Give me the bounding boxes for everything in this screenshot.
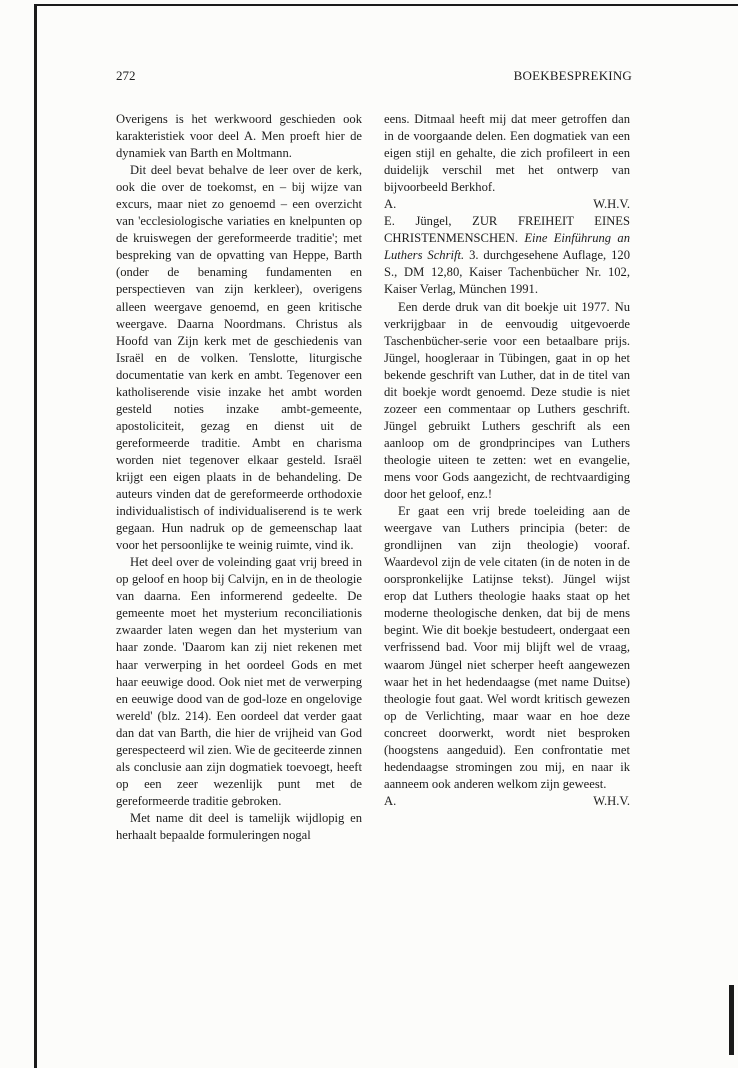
review-publication-details: 3. durchgesehene Auflage, 120 S., DM 12,80, Kaiser Tachenbücher Nr. 102, Kaiser Verlag, München 1991. <box>384 248 630 297</box>
paragraph-continuation: eens. Ditmaal heeft mij dat meer getroffen dan in de voorgaande delen. Een dogmatiek van een eigen stijl en gehalte, die zich profileert in een duidelijk verschil met het ontwerp van bijvoorbeeld Berkhof. <box>384 112 630 195</box>
review-heading <box>384 213 630 298</box>
running-head: BOEKBESPREKING <box>513 68 632 83</box>
signature-initial: A. <box>384 197 397 212</box>
left-column <box>116 111 362 844</box>
scan-edge-top <box>34 4 738 6</box>
review-signature <box>384 793 630 810</box>
review-author-title: E. Jüngel, ZUR FREIHEIT EINES CHRISTENMENSCHEN. <box>384 214 630 246</box>
page-number: 272 <box>116 68 136 83</box>
scan-edge-right <box>729 985 734 1055</box>
review-subtitle: Eine Einführung an Luthers Schrift. <box>384 231 631 263</box>
paragraph: Er gaat een vrij brede toeleiding aan de weergave van Luthers principia (beter: de grondlijnen van zijn theologie) vooraf. Waardevol zijn de vele citaten (in de noten in de oorspronkelijke Latijnse tekst). Jüngel wijst erop dat Luthers theologie haaks staat op het moderne theologische denken, dat bij de mens begint. Wie dit boekje bestudeert, ondergaat een verfrissend bad. Voor mij blijft wel de vraag, waarom Jüngel niet scherper heeft aangewezen waar het in het hedendaagse (met name Duitse) theologie fout gaat. Wel wordt kritisch gewezen op de Verlichting, maar waar en hoe deze concreet doorwerkt, wordt niet besproken (hoogstens aangeduid). Een confrontatie met hedendaagse stromingen zou mij, en naar ik aanneem ook anderen welkom zijn geweest. <box>384 504 630 791</box>
right-column <box>384 111 630 810</box>
paragraph: Overigens is het werkwoord geschieden ook karakteristiek voor deel A. Men proeft hier de dynamiek van Barth en Moltmann. <box>116 112 362 161</box>
signature-reviewer: W.H.V. <box>593 197 630 212</box>
paragraph: Dit deel bevat behalve de leer over de kerk, ook die over de toekomst, en – bij wijze van excurs, maar niet zo genoemd – een overzicht van 'ecclesiologische variaties en knelpunten op de kruiswegen der gereformeerde traditie'; met bespreking van de opvatting van Heppe, Barth (onder de benaming fundamenten en perspectieven van zijn kerkleer), overigens alleen weergave genoemd, en geen kritische weergave. Daarna Noordmans. Christus als Hoofd van Zijn kerk met de geschiedenis van Israël en de volken. Tenslotte, liturgische documentatie van kerk en ambt. Tegenover een katholiserende visie inzake het ambt worden gesteld noties inzake ambt-gemeente, apostoliciteit, gezag en dienst uit de gereformeerde traditie. Ambt en charisma worden niet tegenover elkaar gesteld. Israël krijgt een eigen plaats in de behandeling. De auteurs vinden dat de gereformeerde orthodoxie individualistisch of individualiserend is te werk gegaan. Hun nadruk op de gemeenschap laat voor het persoonlijke te weinig ruimte, vind ik. <box>116 163 362 553</box>
signature-initial: A. <box>384 793 397 808</box>
paragraph: Het deel over de voleinding gaat vrij breed in op geloof en hoop bij Calvijn, en in de theologie van daarna. Een informerend gedeelte. De gemeente moet het mysterium reconciliationis zwaarder laten wegen dan het mysterium van haar zonde. 'Daarom kan zij niet rekenen met haar verwerping in het oordeel Gods en met haar eeuwige dood. Ook niet met de verwerping en eeuwige dood van de god-loze en ongelovige wereld' (blz. 214). Een oordeel dat verder gaat dan dat van Barth, die hier de vrijheid van God gerespecteerd wil zien. Wie de geciteerde zinnen als conclusie aan zijn dogmatiek toevoegt, heeft op een zeer wezenlijk punt met de gereformeerde traditie gebroken. <box>116 555 362 808</box>
scan-edge-left <box>34 4 37 1068</box>
signature-reviewer: W.H.V. <box>593 793 630 808</box>
paragraph: Met name dit deel is tamelijk wijdlopig en herhaalt bepaalde formuleringen nogal <box>116 810 362 842</box>
review-signature <box>384 196 630 213</box>
page-header <box>116 68 632 84</box>
paragraph: Een derde druk van dit boekje uit 1977. Nu verkrijgbaar in de eenvoudig uitgevoerde Taschenbücher-serie voor een betaalbare prijs. Jüngel, hoogleraar in Tübingen, gaat in op het bekende geschrift van Luther, dat in de titel van dit boekje wordt genoemd. Deze studie is niet zozeer een commentaar op Luthers geschrift. Jüngel gebruikt Luthers geschrift als een aanloop om de grondprincipes van Luthers theologie uiteen te zetten: wet en evangelie, mens voor Gods aangezicht, de rechtvaardiging door het geloof, enz.! <box>384 299 630 502</box>
